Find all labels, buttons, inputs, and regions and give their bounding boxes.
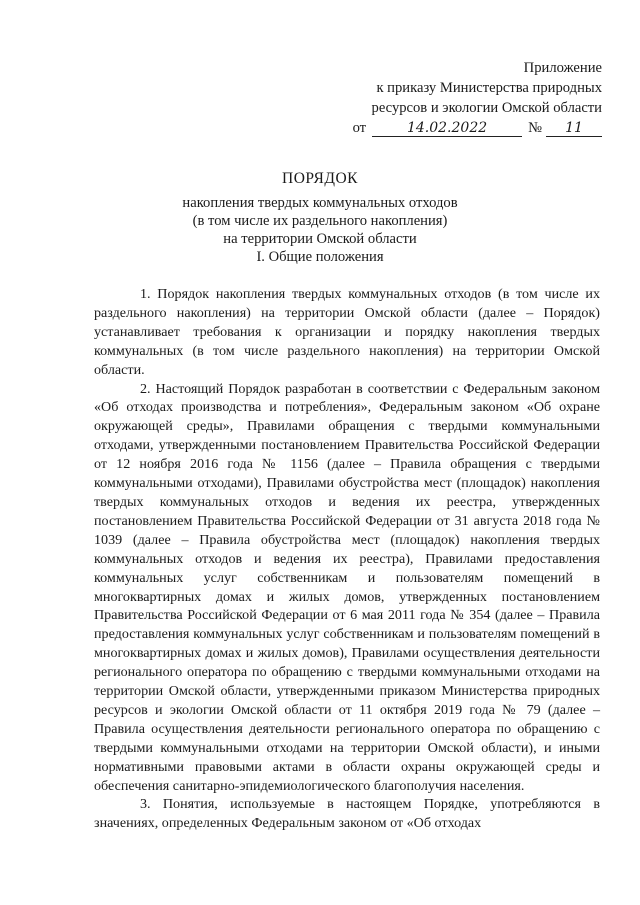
paragraph: 2. Настоящий Порядок разработан в соответствии с Федеральным законом «Об отходах производства и потребления», Федеральным законом «Об охране окружающей среды», Правилами обращения с твердыми коммунальными отходами, утвержденными постановлением Правительства Российской Федерации от 12 ноября 2016 года № 1156 (далее – Правила обращения с твердыми коммунальными отходами), Правилами обустройства мест (площадок) накопления твердых коммунальных отходов и ведения их реестра, утвержденных постановлением Правительства Российской Федерации от 31 августа 2018 года № 1039 (далее – Правила обустройства мест (площадок) накопления твердых коммунальных отходов и ведения их реестра), Правилами предоставления коммунальных услуг собственникам и пользователям помещений в многоквартирных домах и жилых домов, утвержденных постановлением Правительства Российской Федерации от 6 мая 2011 года № 354 (далее – Правила предоставления коммунальных услуг собственникам и пользователям помещений в многоквартирных домах и жилых домов), Правилами осуществления деятельности регионального оператора по обращению с твердыми коммунальными отходами на территории Омской области, утвержденными приказом Министерства природных ресурсов и экологии Омской области от 11 октября 2019 года № 79 (далее – Правила осуществления деятельности регионального оператора по обращению с твердыми коммунальными отходами на территории Омской области), и иными нормативными правовыми актами в области охраны окружающей среды и обеспечения санитарно-эпидемиологического благополучия населения. (94, 380, 600, 794)
title-line: накопления твердых коммунальных отходов (182, 195, 458, 211)
paragraph: 1. Порядок накопления твердых коммунальных отходов (в том числе их раздельного накопления) на территории Омской области (далее – Порядок) устанавливает требования к организации и порядку накопления твердых коммунальных (в том числе раздельного накопления) на территории Омской области. (94, 286, 600, 378)
annex-title: Приложение (523, 60, 602, 76)
paragraph: 3. Понятия, используемые в настоящем Порядке, употребляются в значениях, определенных Федеральным законом от «Об отходах (94, 796, 600, 832)
document-title (0, 170, 640, 248)
title-main: ПОРЯДОК (282, 170, 358, 187)
document-body (94, 285, 600, 833)
annex-line: к приказу Министерства природных (376, 80, 602, 96)
date-field: 14.02.2022 (372, 120, 522, 137)
number-prefix: № (528, 120, 542, 136)
annex-line: ресурсов и экологии Омской области (371, 100, 602, 116)
number-field: 11 (546, 120, 602, 137)
section-heading: I. Общие положения (256, 249, 384, 265)
date-prefix: от (352, 120, 367, 136)
annex-header (353, 58, 602, 138)
title-line: (в том числе их раздельного накопления) (192, 213, 448, 229)
annex-date-number (353, 118, 602, 138)
title-line: на территории Омской области (223, 231, 417, 247)
